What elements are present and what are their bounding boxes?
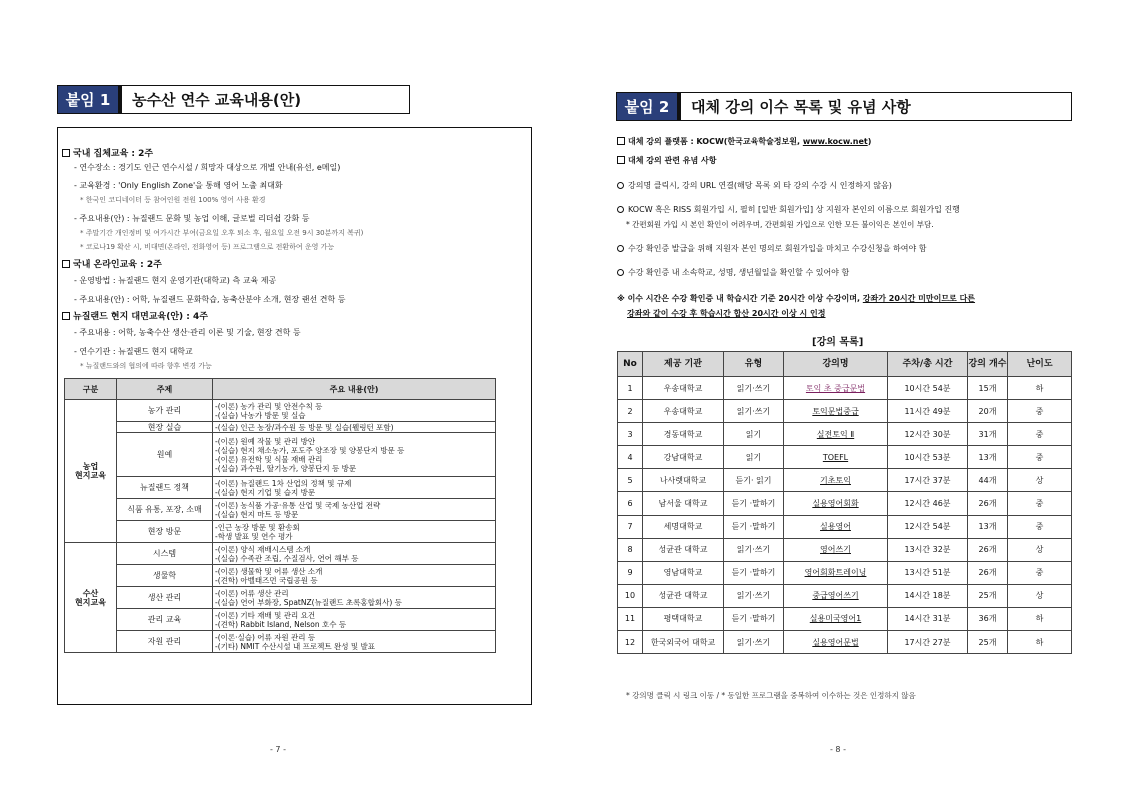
warning-line [627,308,826,319]
attachment-1-tag: 붙임 1 [57,85,119,114]
list-item: - 주요내용 : 어학, 농축수산 생산·관리 이론 및 기술, 현장 견학 등 [74,328,301,337]
table-row [65,477,496,499]
note-line [617,180,892,191]
course-time: 10시간 53분 [888,446,968,469]
topic-cell: 생산 관리 [117,587,213,609]
page-number-right: - 8 - [830,745,846,754]
kocw-link[interactable]: www.kocw.net [802,137,868,146]
course-institution: 세명대학교 [643,515,724,538]
course-table-body [618,377,1072,654]
table-row [65,400,496,422]
group-name: 현지교육 [75,471,106,480]
table-row [65,499,496,521]
topic-cell: 뉴질랜드 정책 [117,477,213,499]
list-item: - 교육환경 : 'Only English Zone'을 통해 영어 노출 최대화 [74,181,283,190]
table-row [618,400,1072,423]
header-institution: 제공 기관 [643,352,724,377]
table-row [65,565,496,587]
course-institution: 성균관 대학교 [643,538,724,561]
course-time: 14시간 31분 [888,607,968,630]
attachment-2-header [616,92,1072,121]
table-row [618,607,1072,630]
course-link[interactable]: 영어회화트레이닝 [784,561,888,584]
content-cell [213,422,496,433]
course-institution: 남서울 대학교 [643,492,724,515]
platform-label: 대체 강의 플랫폼 : KOCW(한국교육학술정보원, [628,137,803,146]
course-institution: 성균관 대학교 [643,584,724,607]
course-level: 상 [1008,469,1072,492]
note-line [617,204,960,215]
content-line: -(실습) 현지 마트 등 방문 [215,509,299,519]
header-category: 구분 [65,379,117,400]
warning-text: ※ 이수 시간은 수강 확인증 내 학습시간 기준 20시간 이상 수강이며, [617,294,863,303]
table-row [618,584,1072,607]
circle-bullet-icon [617,269,624,276]
content-cell [213,433,496,477]
course-institution: 나사렛대학교 [643,469,724,492]
note-text: 강의명 클릭시, 강의 URL 연결(해당 목록 외 타 강의 수강 시 인정하지 않음) [628,181,892,190]
course-no: 10 [618,584,643,607]
course-level: 상 [1008,584,1072,607]
content-line: -(실습) 현지 기업 및 습지 방문 [215,487,316,497]
section-domestic-online [62,257,162,270]
warning-text-underlined: 강좌가 20시간 미만이므로 다른 [862,294,976,303]
table-header-row [618,352,1072,377]
course-time: 12시간 46분 [888,492,968,515]
course-count: 20개 [968,400,1008,423]
header-count: 강의 개수 [968,352,1008,377]
course-link[interactable]: 실용영어문법 [784,631,888,654]
course-table [617,351,1072,654]
course-type: 듣기 ·말하기 [724,561,784,584]
course-type: 읽기·쓰기 [724,631,784,654]
checkbox-square-icon [617,156,625,164]
course-count: 15개 [968,377,1008,400]
course-institution: 한국외국어 대학교 [643,631,724,654]
header-type: 유형 [724,352,784,377]
table-row [65,631,496,653]
course-time: 13시간 51분 [888,561,968,584]
attachment-2-tag: 붙임 2 [616,92,678,121]
course-type: 읽기·쓰기 [724,538,784,561]
header-content: 주요 내용(안) [213,379,496,400]
list-item: - 주요내용(안) : 뉴질랜드 문화 및 농업 이해, 글로벌 리더쉽 강화 등 [74,214,310,223]
course-time: 12시간 54분 [888,515,968,538]
table-row [618,423,1072,446]
course-count: 26개 [968,492,1008,515]
content-line: -학생 발표 및 연수 평가 [215,531,293,541]
course-time: 14시간 18분 [888,584,968,607]
list-item: - 주요내용(안) : 어학, 뉴질랜드 문화학습, 농축산분야 소개, 현장 랜선 견학 등 [74,295,346,304]
course-link[interactable]: 중급영어쓰기 [784,584,888,607]
table-row [618,631,1072,654]
course-institution: 평택대학교 [643,607,724,630]
course-link[interactable]: 토익 초 중급문법 [784,377,888,400]
course-level: 중 [1008,423,1072,446]
circle-bullet-icon [617,245,624,252]
platform-end: ) [867,137,872,146]
topic-cell: 생물학 [117,565,213,587]
content-line: -(실습) 수족관 조립, 수질검사, 연어 해부 등 [215,553,359,563]
content-cell [213,499,496,521]
course-no: 7 [618,515,643,538]
course-time: 10시간 54분 [888,377,968,400]
course-link[interactable]: 실용영어 [784,515,888,538]
checkbox-square-icon [617,137,625,145]
group-name: 수산 [82,588,99,598]
header-topic: 주제 [117,379,213,400]
page-number-left: - 7 - [270,745,286,754]
content-line: -(이론·실습) 어류 자원 관리 등 [215,632,316,642]
table-row [618,492,1072,515]
content-line: -(이론) 원예 작물 및 관리 방안 [215,436,316,446]
table-row [65,543,496,565]
group-fisheries [65,543,117,653]
notes-title: 대체 강의 관련 유념 사항 [628,156,717,165]
list-item: - 연수기관 : 뉴질랜드 현지 대학교 [74,347,193,356]
header-no: No [618,352,643,377]
content-cell [213,609,496,631]
course-no: 5 [618,469,643,492]
topic-cell: 식품 유통, 포장, 소매 [117,499,213,521]
content-line: -인근 농장 방문 및 환송회 [215,522,300,532]
attachment-1-header [57,85,410,114]
table-row [65,521,496,543]
course-time: 11시간 49분 [888,400,968,423]
course-level: 중 [1008,561,1072,584]
course-count: 25개 [968,584,1008,607]
course-no: 8 [618,538,643,561]
course-no: 3 [618,423,643,446]
note-item: * 한국인 코디네이터 등 참여인원 전원 100% 영어 사용 환경 [80,196,266,204]
course-count: 44개 [968,469,1008,492]
course-list-title: [강의 목록] [812,337,864,348]
topic-cell: 현장 방문 [117,521,213,543]
course-level: 상 [1008,538,1072,561]
course-type: 읽기·쓰기 [724,400,784,423]
table-row [65,422,496,433]
warning-line [617,293,975,304]
course-institution: 경동대학교 [643,423,724,446]
course-level: 하 [1008,377,1072,400]
course-type: 읽기·쓰기 [724,377,784,400]
content-line: -(이론) 양식 재배시스템 소개 [215,544,311,554]
course-no: 1 [618,377,643,400]
note-text: 수강 확인증 발급을 위해 지원자 본인 명의로 회원가입을 마치고 수강신청을 하여야 함 [628,244,927,253]
course-type: 읽기·쓰기 [724,584,784,607]
course-level: 중 [1008,400,1072,423]
course-count: 25개 [968,631,1008,654]
note-sub-line: * 간편회원 가입 시 본인 확인이 어려우며, 간편회원 가입으로 인한 모든 불이익은 본인이 부담. [626,220,934,229]
table-header-row [65,379,496,400]
note-text: KOCW 혹은 RISS 회원가입 시, 필히 [일반 회원가입] 상 지원자 본인의 이름으로 회원가입 진행 [628,205,960,214]
warning-text-underlined: 강좌와 같이 수강 후 학습시간 합산 20시간 이상 시 인정 [627,309,826,318]
table-row [618,538,1072,561]
table-row [65,433,496,477]
attachment-1-title: 농수산 연수 교육내용(안) [119,85,410,114]
course-type: 읽기 [724,423,784,446]
course-count: 13개 [968,515,1008,538]
content-line: -(실습) 연어 부화장, SpatNZ(뉴질랜드 초록홍합회사) 등 [215,597,402,607]
course-institution: 강남대학교 [643,446,724,469]
course-link[interactable]: TOEFL [784,446,888,469]
note-item: * 뉴질랜드와의 협의에 따라 향후 변경 가능 [80,362,212,370]
topic-cell: 현장 실습 [117,422,213,433]
circle-bullet-icon [617,206,624,213]
course-count: 31개 [968,423,1008,446]
content-line: -(기타) NMIT 수산시설 내 프로젝트 완성 및 발표 [215,641,376,651]
header-course-name: 강의명 [784,352,888,377]
group-agriculture [65,400,117,543]
course-link[interactable]: 실전토익 Ⅱ [784,423,888,446]
notes-title-line [617,155,716,166]
circle-bullet-icon [617,182,624,189]
note-item: * 코로나19 확산 시, 비대면(온라인, 전화영어 등) 프로그램으로 전환하여 운영 가능 [80,243,335,251]
content-line: -(견학) Rabbit Island, Nelson 호수 등 [215,619,347,629]
content-cell [213,400,496,422]
course-link[interactable]: 실용영어회화 [784,492,888,515]
content-line: -(실습) 과수원, 딸기농가, 양봉단지 등 방문 [215,463,357,473]
topic-cell: 시스템 [117,543,213,565]
group-name: 농업 [82,462,99,471]
attachment-2-title: 대체 강의 이수 목록 및 유념 사항 [678,92,1072,121]
course-type: 듣기 ·말하기 [724,492,784,515]
course-type: 듣기 ·말하기 [724,515,784,538]
topic-cell: 관리 교육 [117,609,213,631]
footnote: * 강의명 클릭 시 링크 이동 / * 동일한 프로그램을 중복하여 이수하는 것은 인정하지 않음 [626,691,916,700]
course-level: 중 [1008,446,1072,469]
table-row [618,515,1072,538]
curriculum-table [64,378,496,653]
content-cell [213,631,496,653]
content-line: -(이론) 농가 관리 및 안전수칙 등 [215,401,323,411]
content-line: -(이론) 유전학 및 식물 재배 관리 [215,454,323,464]
group-name: 현지교육 [75,597,106,607]
header-time: 주차/총 시간 [888,352,968,377]
course-time: 12시간 30분 [888,423,968,446]
course-level: 중 [1008,492,1072,515]
table-row [618,561,1072,584]
list-item: - 연수장소 : 경기도 인근 연수시설 / 희망자 대상으로 개별 안내(유선, e메일) [74,163,341,172]
checkbox-square-icon [62,312,70,320]
content-cell [213,543,496,565]
platform-line [617,136,871,147]
course-institution: 우송대학교 [643,377,724,400]
content-line: -(이론) 생물학 및 어류 생산 소개 [215,566,323,576]
course-type: 듣기· 읽기 [724,469,784,492]
header-level: 난이도 [1008,352,1072,377]
content-cell [213,587,496,609]
course-count: 13개 [968,446,1008,469]
table-row [65,609,496,631]
content-line: -(견학) 아벨태즈먼 국립공원 등 [215,575,318,585]
course-no: 11 [618,607,643,630]
content-line: -(실습) 현지 채소농가, 포도주 양조장 및 양봉단지 방문 등 [215,445,405,455]
section-domestic-group [62,146,153,159]
section-nz-onsite [62,309,208,322]
content-cell [213,565,496,587]
course-type: 읽기 [724,446,784,469]
course-link[interactable]: 실용미국영어1 [784,607,888,630]
course-level: 중 [1008,515,1072,538]
content-line: -(이론) 농식품 가공·유통 산업 및 국제 농산업 전략 [215,500,381,510]
course-institution: 영남대학교 [643,561,724,584]
course-type: 듣기 ·말하기 [724,607,784,630]
note-line [617,243,926,254]
content-line: -(이론) 뉴질랜드 1차 산업의 정책 및 규제 [215,478,352,488]
course-time: 17시간 37분 [888,469,968,492]
content-line: -(실습) 낙농가 방문 및 실습 [215,410,306,420]
course-level: 하 [1008,607,1072,630]
table-row [65,587,496,609]
content-line: -(이론) 기타 재배 및 관리 요건 [215,610,316,620]
course-link[interactable]: 영어쓰기 [784,538,888,561]
course-no: 2 [618,400,643,423]
checkbox-square-icon [62,149,70,157]
topic-cell: 원예 [117,433,213,477]
table-row [618,377,1072,400]
course-link[interactable]: 기초토익 [784,469,888,492]
course-link[interactable]: 토익문법중급 [784,400,888,423]
content-cell [213,477,496,499]
section-title: 국내 집체교육 : 2주 [73,149,154,159]
course-no: 9 [618,561,643,584]
topic-cell: 자원 관리 [117,631,213,653]
list-item: - 운영방법 : 뉴질랜드 현지 운영기관(대학교) 측 교육 제공 [74,276,277,285]
course-time: 17시간 27분 [888,631,968,654]
topic-cell: 농가 관리 [117,400,213,422]
content-line: -(실습) 인근 농장/과수원 등 방문 및 실습(웰링턴 포함) [215,422,394,432]
content-line: -(이론) 어류 생산 관리 [215,588,289,598]
course-no: 4 [618,446,643,469]
note-line [617,267,849,278]
course-count: 26개 [968,561,1008,584]
checkbox-square-icon [62,260,70,268]
training-content-box [57,127,532,705]
course-institution: 우송대학교 [643,400,724,423]
section-title: 국내 온라인교육 : 2주 [73,260,162,270]
course-time: 13시간 32분 [888,538,968,561]
course-level: 하 [1008,631,1072,654]
content-cell [213,521,496,543]
section-title: 뉴질랜드 현지 대면교육(안) : 4주 [73,312,208,322]
note-item: * 주말기간 개인정비 및 여가시간 부여(금요일 오후 퇴소 후, 월요일 오전 9시 30분까지 복귀) [80,229,364,237]
table-row [618,469,1072,492]
course-no: 12 [618,631,643,654]
note-text: 수강 확인증 내 소속학교, 성명, 생년월일을 확인할 수 있어야 함 [628,268,850,277]
course-count: 26개 [968,538,1008,561]
course-no: 6 [618,492,643,515]
course-count: 36개 [968,607,1008,630]
table-row [618,446,1072,469]
